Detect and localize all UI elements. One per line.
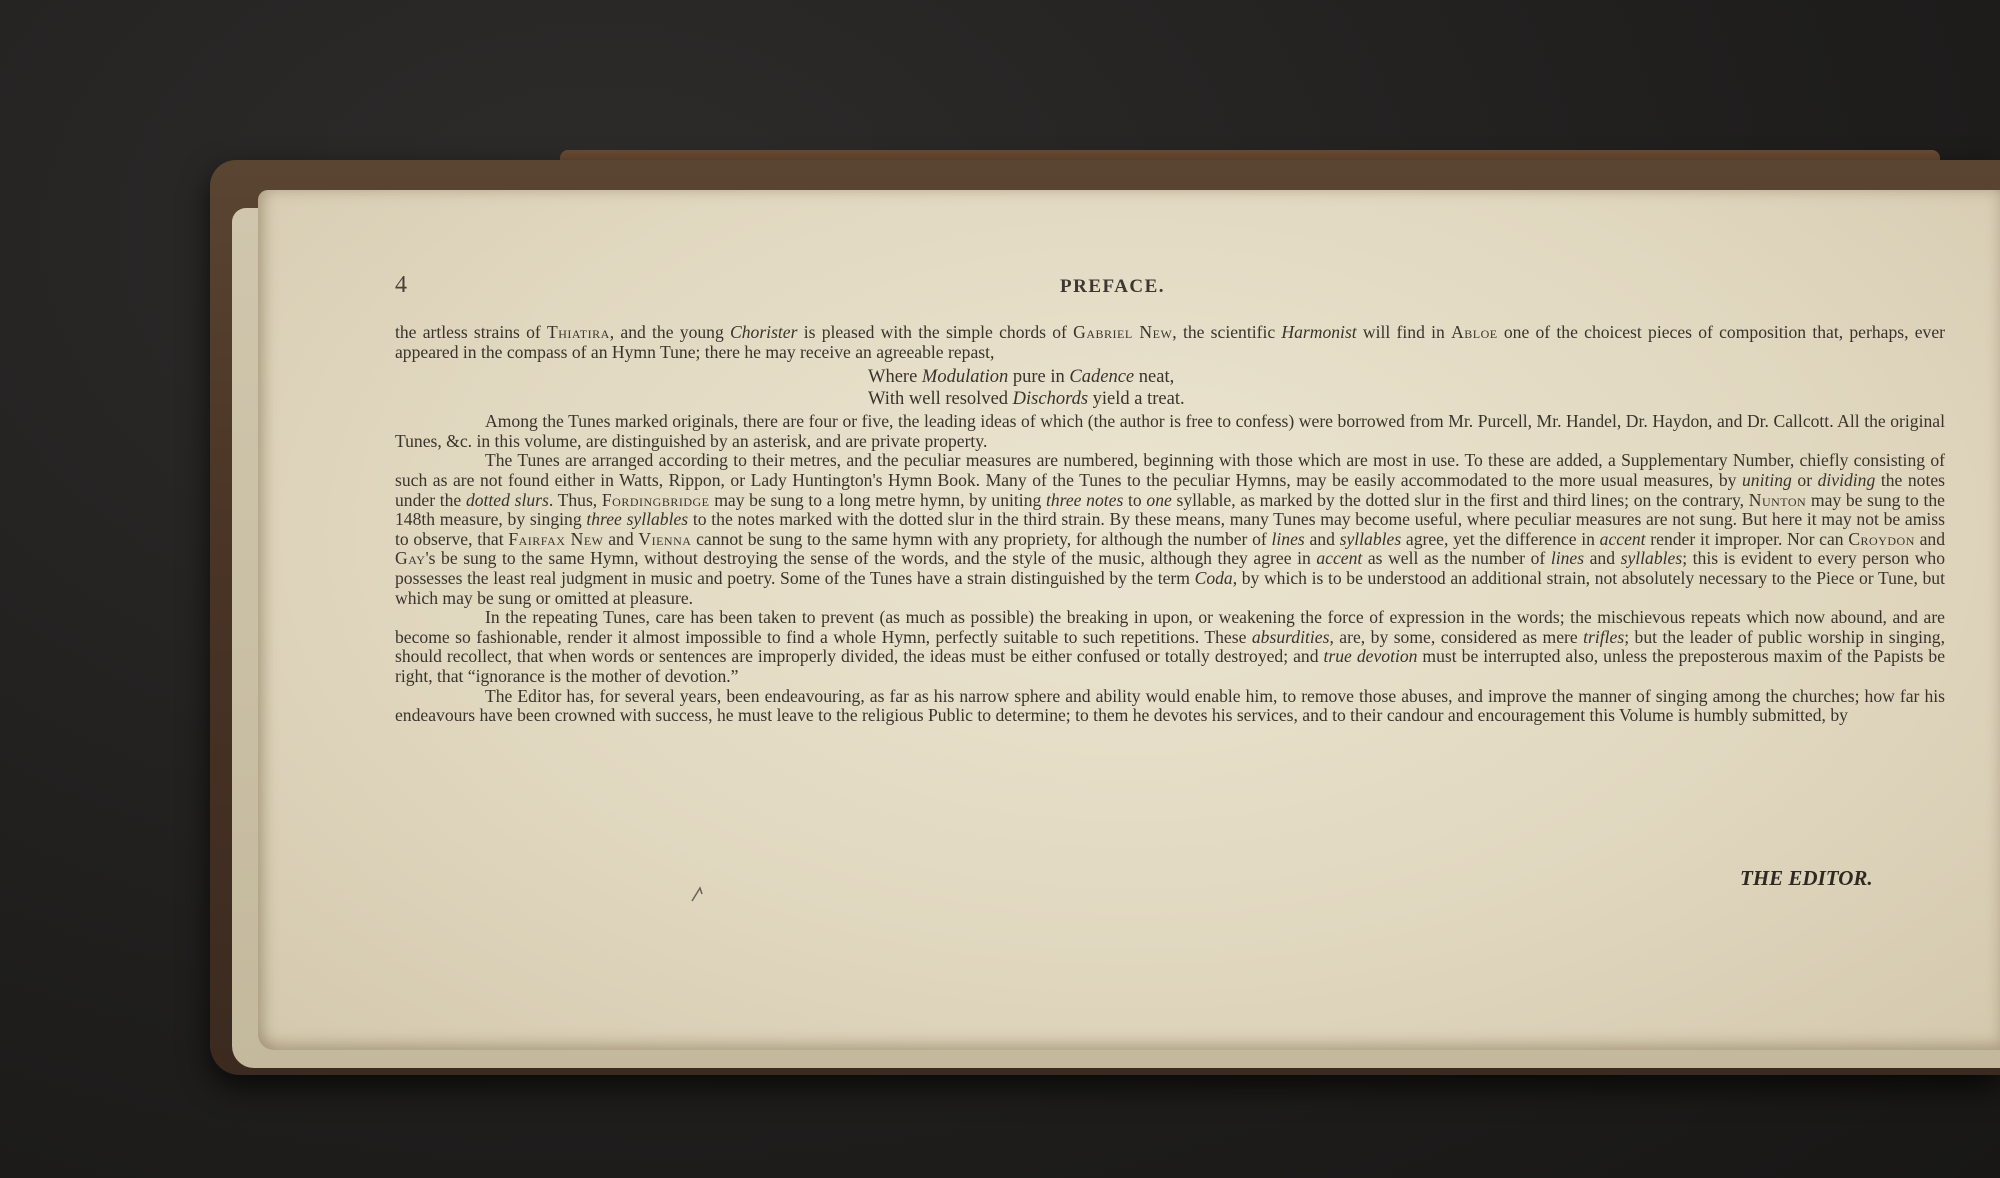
paragraph-3: The Tunes are arranged according to their metres, and the peculiar measures are numbered, beginning with those which are most in use. To these are added, a Supplementary Number, chiefly consisting of such as are not found either in Watts, Rippon, or Lady Huntington's Hymn Book. Many of the Tunes to the peculiar Hymns, may be easily accommodated to the more usual measures, by uniting or dividing the notes under the dotted slurs. Thus, Fordingbridge may be sung to a long metre hymn, by uniting three notes to one syllable, as marked by the dotted slur in the first and third lines; on the contrary, Nunton may be sung to the 148th measure, by singing three syllables to the notes marked with the dotted slur in the third strain. By these means, many Tunes may become useful, where peculiar measures are not sung. But here it may not be amiss to observe, that Fairfax New and Vienna cannot be sung to the same hymn with any propriety, for although the number of lines and syllables agree, yet the difference in accent render it improper. Nor can Croydon and Gay's be sung to the same Hymn, without destroying the sense of the words, and the style of the music, although they agree in accent as well as the number of lines and syllables; this is evident to every person who possesses the least real judgment in music and poetry. Some of the Tunes have a strain distinguished by the term Coda, by which is to be understood an additional strain, not absolutely necessary to the Piece or Tune, but which may be sung or omitted at pleasure. — [395, 450, 1946, 608]
verse-line-1: Where Modulation pure in Cadence neat, — [868, 367, 1175, 388]
page-number: 4 — [395, 272, 407, 298]
verse-line-2: With well resolved Dischords yield a treat. — [868, 389, 1185, 410]
paragraph-2: Among the Tunes marked originals, there are four or five, the leading ideas of which (the author is free to confess) were borrowed from Mr. Purcell, Mr. Handel, Dr. Haydon, and Dr. Callcott. All the original Tunes, &c. in this volume, are distinguished by an asterisk, and are private property. — [395, 411, 1945, 451]
editor-signature: THE EDITOR. — [1740, 866, 1873, 890]
paragraph-5: The Editor has, for several years, been endeavouring, as far as his narrow sphere and ability would enable him, to remove those abuses, and improve the manner of singing among the churches; how far his endeavours have been crowned with success, he must leave to the religious Public to determine; to them he devotes his services, and to their candour and encouragement this Volume is humbly submitted, by — [395, 685, 1945, 726]
paragraph-1: the artless strains of Thiatira, and the young Chorister is pleased with the simple chords of Gabriel New, the scientific Harmonist will find in Abloe one of the choicest pieces of composition that, perhaps, ever appeared in the compass of an Hymn Tune; there he may receive an agreeable repast, — [395, 322, 1945, 362]
paragraph-4: In the repeating Tunes, care has been taken to prevent (as much as possible) the breaking in upon, or weakening the force of expression in the words; the mischievous repeats which now abound, and are become so fashionable, render it almost impossible to find a whole Hymn, perfectly suitable to such repetitions. These absurdities, are, by some, considered as mere trifles; but the leader of public worship in singing, should recollect, that when words or sentences are improperly divided, the ideas must be either confused or totally destroyed; and true devotion must be interrupted also, unless the preposterous maxim of the Papists be right, that “ignorance is the mother of devotion.” — [395, 607, 1945, 686]
pencil-mark-icon — [690, 885, 710, 903]
preface-text — [395, 323, 1945, 726]
running-head: PREFACE. — [1060, 276, 1166, 297]
